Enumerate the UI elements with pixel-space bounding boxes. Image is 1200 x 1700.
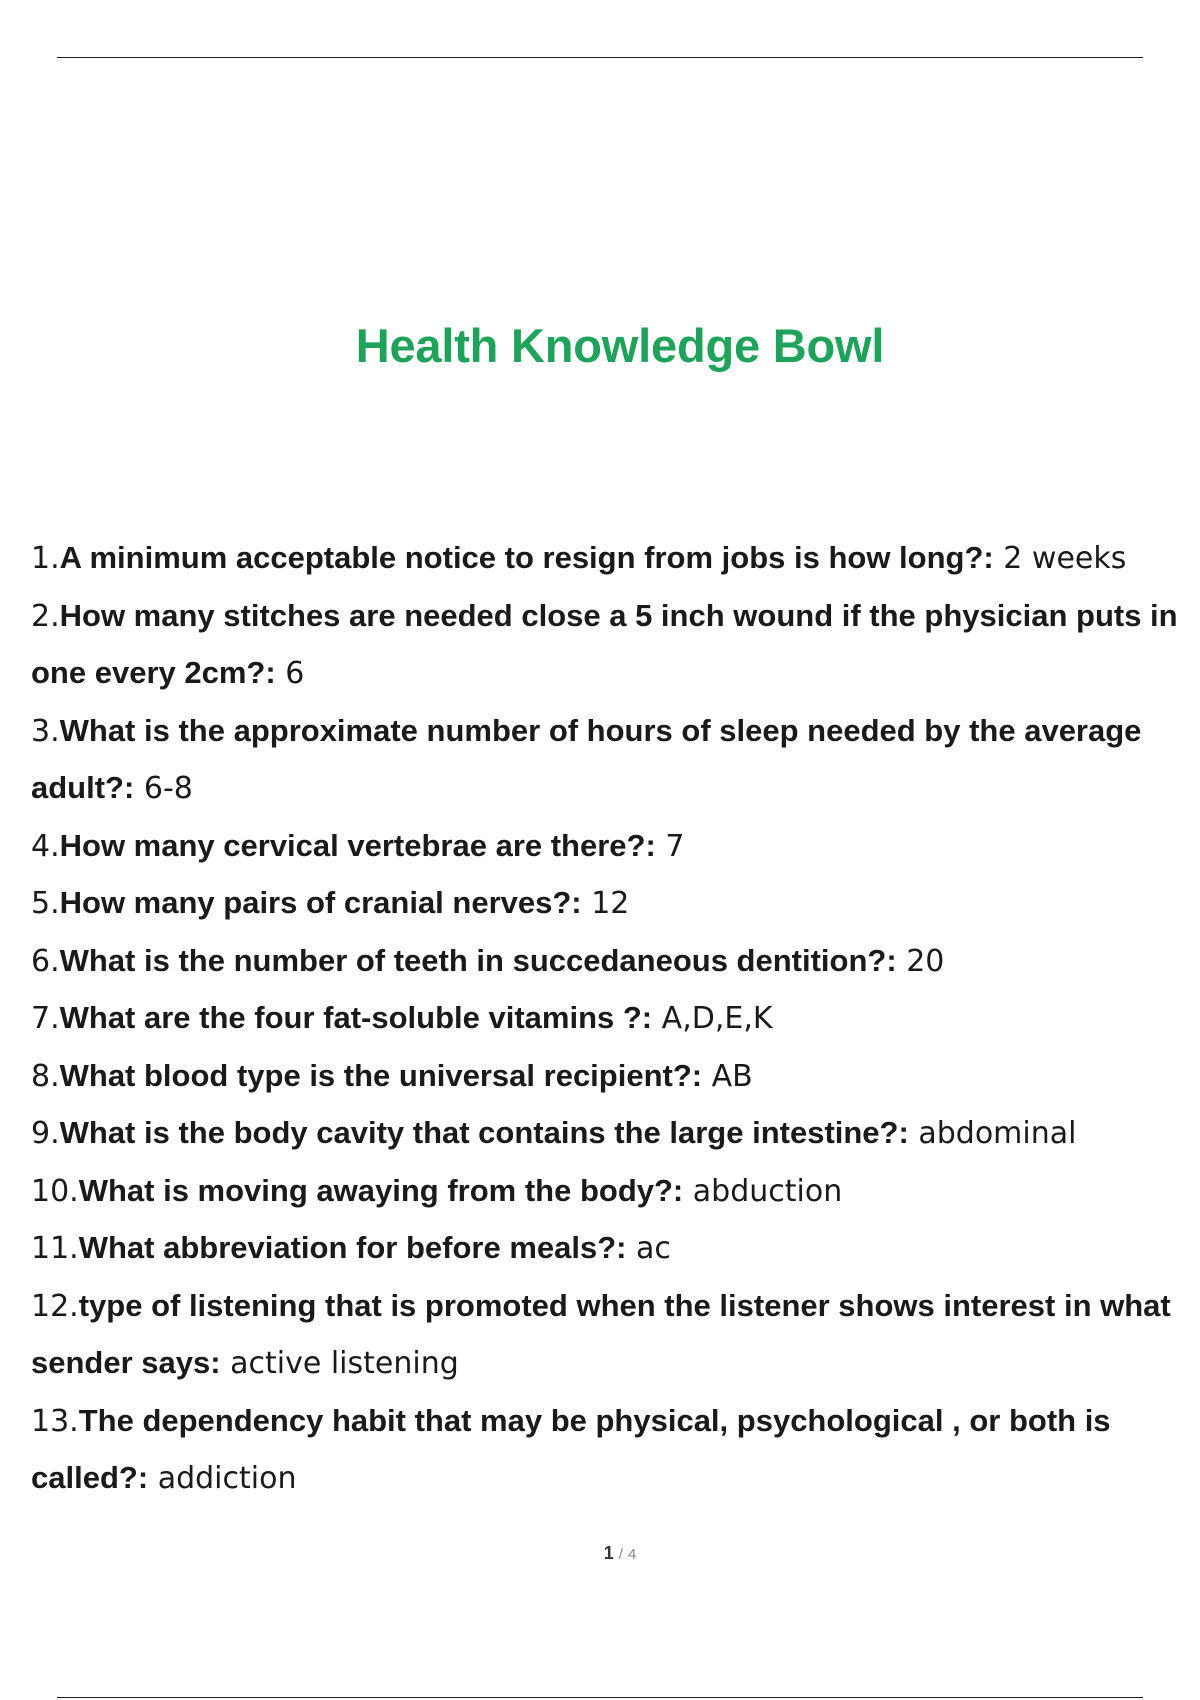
answer-text: abduction — [692, 1173, 843, 1209]
question-text: What is the number of teeth in succedaneous dentition?: — [59, 942, 897, 978]
question-item — [31, 703, 1181, 818]
question-item — [31, 990, 1181, 1048]
question-number: 11. — [31, 1231, 79, 1266]
question-item — [31, 818, 1181, 876]
question-text: What blood type is the universal recipient?: — [59, 1057, 703, 1093]
question-number: 2. — [31, 598, 60, 634]
question-number: 13. — [31, 1403, 79, 1439]
bottom-rule — [57, 1697, 1143, 1698]
page-current: 1 — [603, 1543, 614, 1563]
question-item — [31, 1220, 1181, 1278]
question-text: How many cervical vertebrae are there?: — [59, 827, 656, 863]
page-total: 4 — [627, 1546, 637, 1563]
question-item — [31, 1105, 1181, 1163]
answer-text: 2 weeks — [1003, 541, 1127, 576]
page-number — [0, 1543, 1200, 1564]
question-item — [31, 1393, 1181, 1508]
question-number: 7. — [31, 1001, 60, 1036]
document-title: Health Knowledge Bowl — [355, 319, 885, 372]
answer-text: 12 — [591, 886, 630, 921]
question-text: type of listening that is promoted when the listener shows interest in what sender says: — [31, 1287, 1171, 1380]
answer-text: 6 — [285, 656, 305, 691]
question-item — [31, 588, 1181, 703]
question-text: A minimum acceptable notice to resign from jobs is how long?: — [59, 540, 994, 575]
question-text: What abbreviation for before meals?: — [78, 1230, 627, 1265]
question-item — [31, 933, 1181, 991]
question-text: What is the body cavity that contains the large intestine?: — [59, 1115, 909, 1150]
answer-text: active listening — [230, 1346, 459, 1381]
question-number: 8. — [31, 1058, 60, 1094]
question-item — [31, 1278, 1181, 1393]
question-text: What are the four fat-soluble vitamins ?: — [59, 1000, 653, 1035]
top-rule — [57, 57, 1143, 58]
question-number: 4. — [31, 828, 60, 864]
answer-text: 20 — [906, 943, 945, 979]
question-item — [31, 1048, 1181, 1106]
question-number: 10. — [31, 1173, 79, 1209]
question-item — [31, 530, 1181, 588]
question-number: 6. — [31, 943, 60, 979]
question-number: 1. — [31, 541, 60, 576]
question-item — [31, 875, 1181, 933]
question-text: How many pairs of cranial nerves?: — [59, 885, 582, 920]
question-text: How many stitches are needed close a 5 inch wound if the physician puts in one every 2cm?: — [31, 597, 1178, 690]
question-number: 5. — [31, 886, 60, 921]
page-separator: / — [618, 1546, 623, 1563]
answer-text: 7 — [665, 828, 685, 864]
question-text: What is moving awaying from the body?: — [78, 1172, 684, 1208]
question-number: 3. — [31, 713, 60, 749]
answer-text: AB — [711, 1058, 753, 1094]
question-item — [31, 1163, 1181, 1221]
question-text: What is the approximate number of hours of sleep needed by the average adult?: — [31, 712, 1142, 805]
answer-text: abdominal — [918, 1116, 1077, 1151]
answer-text: ac — [636, 1231, 671, 1266]
question-number: 9. — [31, 1116, 60, 1151]
answer-text: 6-8 — [143, 771, 193, 806]
question-number: 12. — [31, 1288, 79, 1324]
answer-text: addiction — [157, 1461, 297, 1496]
question-text: The dependency habit that may be physical, psychological , or both is called?: — [31, 1402, 1111, 1495]
answer-text: A,D,E,K — [661, 1001, 773, 1036]
question-list — [31, 530, 1181, 1508]
